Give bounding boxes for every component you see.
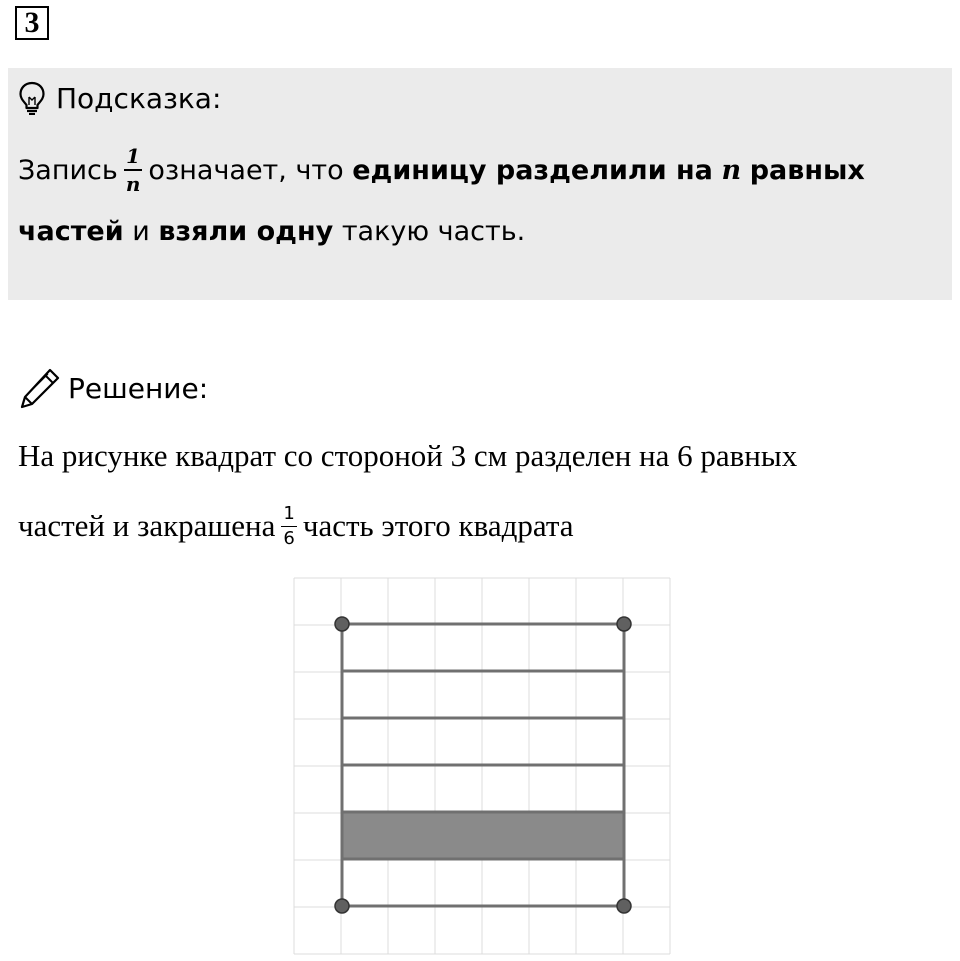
solution-text: часть этого квадрата	[302, 508, 574, 543]
task-number-badge: 3	[15, 6, 49, 40]
variable-n: n	[721, 154, 742, 186]
square-divided-figure	[290, 576, 674, 956]
hint-line-1	[18, 140, 865, 200]
hint-text: означает, что	[148, 154, 344, 186]
hint-title: Подсказка:	[56, 81, 222, 115]
fraction-1-over-6	[281, 502, 296, 549]
hint-bold-text: равных	[749, 154, 865, 186]
pencil-icon	[18, 366, 62, 410]
fraction-denominator: 6	[283, 527, 295, 549]
corner-point	[617, 899, 631, 913]
solution-text: частей и закрашена	[18, 508, 276, 543]
corner-point	[335, 617, 349, 631]
corner-point	[617, 617, 631, 631]
division-lines	[342, 624, 624, 906]
solution-title: Решение:	[68, 371, 209, 405]
hint-bold-text: взяли одну	[158, 216, 334, 247]
fraction-1-over-n	[124, 146, 143, 194]
fraction-numerator: 1	[283, 502, 295, 524]
fraction-denominator: n	[125, 172, 141, 196]
fraction-numerator: 1	[126, 144, 141, 168]
solution-line-2	[18, 496, 574, 556]
hint-text: такую часть.	[341, 216, 526, 247]
hint-bold-text: единицу разделили на	[352, 154, 713, 186]
corner-point	[335, 899, 349, 913]
hint-header	[18, 78, 221, 118]
hint-bold-text: частей	[18, 216, 124, 247]
hint-text: и	[132, 216, 150, 247]
solution-header	[18, 366, 208, 410]
shaded-part	[342, 812, 624, 859]
hint-line-2	[18, 210, 525, 254]
solution-line-1: На рисунке квадрат со стороной 3 см разделен на 6 равных	[18, 438, 798, 473]
lightbulb-icon	[18, 81, 46, 115]
hint-text: Запись	[18, 154, 118, 186]
